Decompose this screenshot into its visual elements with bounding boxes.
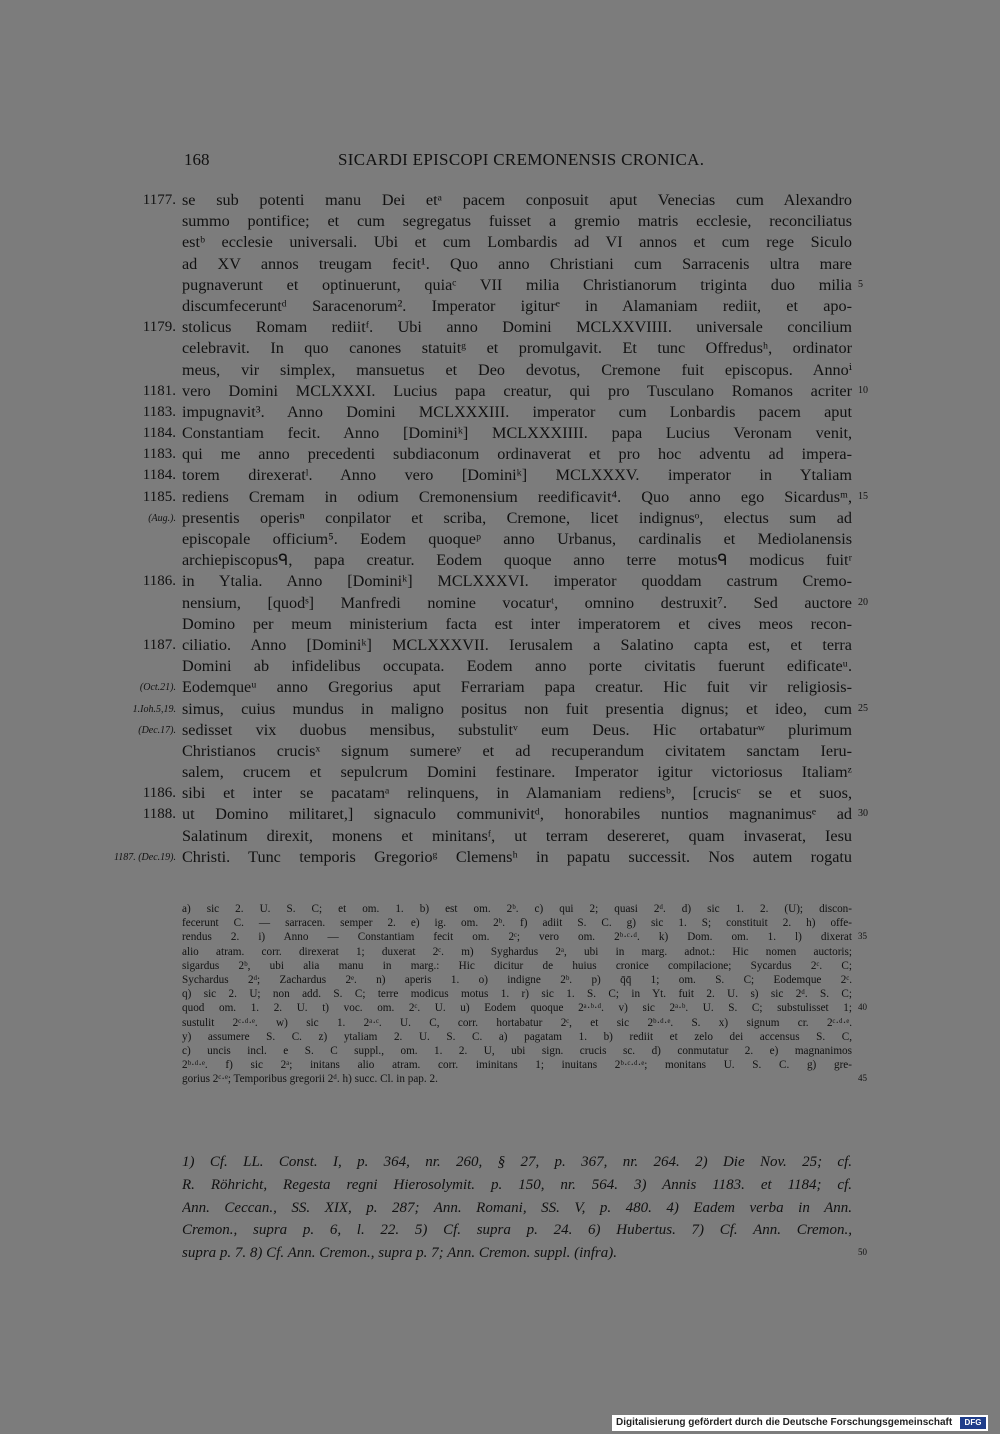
line-text: estᵇ ecclesie universali. Ubi et cum Lombardis ad VI annos et cum rege Siculo <box>182 233 852 252</box>
line-text: salem, crucem et sepulcrum Domini festinare. Imperator igitur victoriosus Italiamᶻ <box>182 763 852 782</box>
text-line <box>0 487 1000 508</box>
footnote-line <box>182 973 852 987</box>
line-number: 20 <box>858 596 868 608</box>
year-marginal-note: 1184. <box>142 425 176 442</box>
footnote-text: 2ᵇ·ᵈ·ᵉ. f) sic 2ᵃ; initans alio atram. corr. iminitans 1; inuitans 2ᵇ·ᶜ·ᵈ·ᵉ; monitans U. S. C. g) gre- <box>182 1059 852 1072</box>
year-marginal-note: 1177. <box>142 192 176 208</box>
footnote-text: gorius 2ᶜ·ᵉ; Temporibus gregorii 2ᵈ. h) succ. Cl. in pap. 2. <box>182 1073 438 1086</box>
footnote-line <box>182 1016 852 1030</box>
line-text: sibi et inter se pacatamᵃ relinquens, in Alamaniam rediensᵇ, [crucisᶜ se et suos, <box>182 784 852 803</box>
line-number: 50 <box>858 1247 867 1258</box>
line-text: stolicus Romam rediitᶠ. Ubi anno Domini MCLXXVIIII. universale concilium <box>182 318 852 337</box>
reference-text: supra p. 7. 8) Cf. Ann. Cremon., supra p. 7; Ann. Cremon. suppl. (infra). <box>182 1245 618 1262</box>
text-line <box>0 381 1000 402</box>
line-number: 35 <box>858 931 867 942</box>
text-line <box>0 635 1000 656</box>
line-text: vero Domini MCLXXXI. Lucius papa creatur, qui pro Tusculano Romanos acriter <box>182 381 852 400</box>
year-marginal-note: 1187. <box>142 636 176 653</box>
line-text: ut Domino militaret,] signaculo communivitᵈ, honorabiles nuntios magnanimusᵉ ad <box>182 805 852 824</box>
line-text: nensium, [quodˢ] Manfredi nomine vocaturᵗ, omnino destruxit⁷. Sed auctore <box>182 593 852 612</box>
source-notes <box>182 1151 867 1265</box>
footnote-text: q) sic 2. U; non add. S. C; terre modicus motus 1. r) sic 1. S. C; in Yt. fuit 2. U. s) sic 2ᵈ. S. C; <box>182 988 852 1001</box>
line-text: ciliatio. Anno [Dominiᵏ] MCLXXXVII. Ierusalem a Salatino capta est, et terra <box>182 635 852 654</box>
text-line <box>0 508 1000 529</box>
year-marginal-note: 1183. <box>142 446 176 463</box>
main-text <box>0 190 1000 868</box>
line-text: meus, vir simplex, mansuetus et Deo devotus, Cremone fuit episcopus. Annoⁱ <box>182 360 852 379</box>
line-text: simus, cuius mundus in maligno positus non fuit presentia dignus; et ideo, cum <box>182 699 852 718</box>
line-text: discumfeceruntᵈ Saracenorum². Imperator igiturᵉ in Alamaniam rediit, et apo- <box>182 296 852 315</box>
reference-text: R. Röhricht, Regesta regni Hierosolymit. p. 150, nr. 564. 3) Annis 1183. et 1184; cf. <box>182 1176 852 1193</box>
footnote-text: Sychardus 2ᵈ; Zachardus 2ᵉ. n) aperis 1. o) indigne 2ᵇ. p) q̄q̄ 1; om. S. C; Eodemque 2ᶜ. <box>182 973 852 986</box>
line-text: pugnaverunt et optinuerunt, quiaᶜ VII milia Christianorum triginta duo milia <box>182 275 852 294</box>
line-text: presentis operisⁿ conpilator et scriba, Cremone, licet indignusᵒ, electus sum ad <box>182 508 852 527</box>
line-text: sedisset vix duobus mensibus, substulitᵛ eum Deus. Hic ortabaturʷ plurimum <box>182 720 852 739</box>
reference-line <box>182 1242 867 1265</box>
funding-text: Digitalisierung gefördert durch die Deutsche Forschungsgemeinschaft <box>616 1417 953 1428</box>
footnote-text: rendus 2. i) Anno — Constantiam fecit om. 2ᶜ; vero om. 2ᵇ·ᶜ·ᵈ. k) Dom. om. 1. l) dixerat <box>182 931 852 944</box>
footnote-line <box>182 1058 852 1072</box>
line-number: 10 <box>858 384 868 396</box>
footnote-text: c) uncis incl. e S. C suppl., om. 1. 2. U, ubi sign. crucis sc. d) conmutatur 2. e) magnanimos <box>182 1044 852 1057</box>
text-line <box>0 614 1000 635</box>
text-line <box>0 465 1000 486</box>
running-title: SICARDI EPISCOPI CREMONENSIS CRONICA. <box>338 150 705 169</box>
running-header <box>0 150 1000 174</box>
dfg-logo: DFG <box>960 1417 986 1429</box>
text-line <box>0 656 1000 677</box>
footnote-line <box>182 959 852 973</box>
footnote-text: alio atram. corr. direxerat 1; duxerat 2ᶜ. m) Syghardus 2ᵃ, ubi in marg. adnot.: Hic nomen auctoris; <box>182 945 852 958</box>
text-line <box>0 847 1000 868</box>
text-line <box>0 741 1000 762</box>
text-line <box>0 550 1000 571</box>
line-number: 45 <box>858 1073 867 1084</box>
reference-line <box>182 1151 852 1174</box>
year-marginal-note: 1186. <box>142 573 176 590</box>
footnote-line <box>182 930 867 944</box>
footnote-line <box>182 1030 852 1044</box>
line-text: episcopale officium⁵. Eodem quoqueᵖ anno Urbanus, cardinalis et Mediolanensis <box>182 530 852 548</box>
critical-apparatus <box>182 902 867 1086</box>
footnote-line <box>182 916 852 930</box>
line-text: in Ytalia. Anno [Dominiᵏ] MCLXXXVI. imperator quoddam castrum Cremo- <box>182 572 852 591</box>
text-line <box>0 190 1000 211</box>
line-text: Salatinum direxit, monens et minitansᶠ, ut terram desereret, quam invaserat, Iesu <box>182 826 852 845</box>
line-text: Eodemqueᵘ anno Gregorius aput Ferrariam papa creatur. Hic fuit vir religiosis- <box>182 678 852 697</box>
text-line <box>0 211 1000 232</box>
year-marginal-note: 1187. (Dec.19). <box>113 851 176 863</box>
year-marginal-note: (Oct.21). <box>139 682 176 694</box>
reference-text: Ann. Ceccan., SS. XIX, p. 287; Ann. Romani, SS. V, p. 480. 4) Eadem verba in Ann. <box>182 1199 852 1216</box>
line-text: Christi. Tunc temporis Gregorioᵍ Clemensʰ in papatu successit. Nos autem rogatu <box>182 847 852 866</box>
text-line <box>0 317 1000 338</box>
reference-line <box>182 1174 852 1197</box>
text-line <box>0 783 1000 804</box>
footnote-line <box>182 945 852 959</box>
line-text: Christianos crucisˣ signum sumereʸ et ad recuperandum civitatem sanctam Ieru- <box>182 741 852 760</box>
text-line <box>0 804 1000 825</box>
text-line <box>0 720 1000 741</box>
line-text: ad XV annos treugam fecit¹. Quo anno Christiani cum Sarracenis ultra mare <box>182 254 852 273</box>
footnote-line <box>182 1072 867 1086</box>
funding-banner <box>612 1415 988 1431</box>
footnote-line <box>182 987 852 1001</box>
line-text: rediens Cremam in odium Cremonensium reedificavit⁴. Quo anno ego Sicardusᵐ, <box>182 487 852 506</box>
line-number: 5 <box>858 278 863 290</box>
line-number: 15 <box>858 490 868 502</box>
text-line <box>0 677 1000 698</box>
line-text: celebravit. In quo canones statuitᵍ et promulgavit. Et tunc Offredusʰ, ordinator <box>182 339 852 358</box>
text-line <box>0 296 1000 317</box>
line-text: torem direxeratˡ. Anno vero [Dominiᵏ] MCLXXXV. imperator in Ytaliam <box>182 466 852 485</box>
year-marginal-note: (Dec.17). <box>138 724 176 736</box>
reference-line <box>182 1219 852 1242</box>
year-marginal-note: 1188. <box>142 806 176 823</box>
line-number: 40 <box>858 1002 867 1013</box>
year-marginal-note: 1183. <box>142 403 176 420</box>
year-marginal-note: (Aug.). <box>148 512 176 524</box>
line-text: Domini ab infidelibus occupata. Eodem anno porte civitatis fuerunt edificateᵘ. <box>182 657 852 676</box>
footnote-text: a) sic 2. U. S. C; et om. 1. b) est om. 2ᵇ. c) qui 2; quasi 2ᵈ. d) sic 1. 2. (U); discon- <box>182 903 852 915</box>
text-line <box>0 444 1000 465</box>
text-line <box>0 338 1000 359</box>
footnote-line <box>182 902 852 916</box>
year-marginal-note: 1.Ioh.5,19. <box>132 703 176 715</box>
text-line <box>0 571 1000 592</box>
line-text: se sub potenti manu Dei etᵃ pacem conposuit aput Venecias cum Alexandro <box>182 191 852 209</box>
text-line <box>0 402 1000 423</box>
text-line <box>0 254 1000 275</box>
text-line <box>0 762 1000 783</box>
line-text: archiepiscopusᑫ, papa creatur. Eodem quoque anno terre motusᑫ modicus fuitʳ <box>182 551 852 570</box>
reference-line <box>182 1197 852 1220</box>
footnote-line <box>182 1044 852 1058</box>
line-number: 25 <box>858 702 868 714</box>
footnote-text: fecerunt C. — sarracen. semper 2. e) ig. om. 2ᵇ. f) adiit S. C. g) sic 1. S; constituit 2. h) offe- <box>182 917 852 930</box>
year-marginal-note: 1179. <box>142 319 176 336</box>
footnote-text: sigardus 2ᵇ, ubi alia manu in marg.: Hic dicitur de huius cronice compilacione; Sycardus 2ᶜ. C; <box>182 959 852 972</box>
year-marginal-note: 1181. <box>142 382 176 399</box>
reference-text: Cremon., supra p. 6, l. 22. 5) Cf. supra p. 24. 6) Hubertus. 7) Cf. Ann. Cremon., <box>182 1222 852 1239</box>
page-number: 168 <box>184 150 210 169</box>
text-line <box>0 826 1000 847</box>
line-text: qui me anno precedenti subdiaconum ordinaverat et pro hoc adventu ad impera- <box>182 445 852 464</box>
text-line <box>0 529 1000 550</box>
footnote-text: y) assumere S. C. z) ytaliam 2. U. S. C. a) pagatam 1. b) rediit et zelo dei accensus S. C, <box>182 1030 852 1043</box>
year-marginal-note: 1185. <box>142 488 176 505</box>
footnote-line <box>182 1001 867 1015</box>
year-marginal-note: 1184. <box>142 467 176 484</box>
text-line <box>0 699 1000 720</box>
line-text: summo pontifice; et cum segregatus fuisset a gremio matris ecclesie, reconciliatus <box>182 212 852 231</box>
text-line <box>0 593 1000 614</box>
line-text: Domino per meum ministerium facta est inter imperatorem et cives meos recon- <box>182 614 852 633</box>
line-number: 30 <box>858 808 868 820</box>
text-line <box>0 232 1000 253</box>
line-text: Constantiam fecit. Anno [Dominiᵏ] MCLXXXIIII. papa Lucius Veronam venit, <box>182 424 852 443</box>
text-line <box>0 360 1000 381</box>
year-marginal-note: 1186. <box>142 785 176 802</box>
text-line <box>0 423 1000 444</box>
text-line <box>0 275 1000 296</box>
footnote-text: quod om. 1. 2. U. t) voc. om. 2ᶜ. U. u) Eodem quoque 2ᵃ·ᵇ·ᵈ. v) sic 2ᵃ·ᵇ. U. S. C; substulisset 1; <box>182 1002 852 1015</box>
line-text: impugnavit³. Anno Domini MCLXXXIII. imperator cum Lonbardis pacem aput <box>182 402 852 421</box>
reference-text: 1) Cf. LL. Const. I, p. 364, nr. 260, § 27, p. 367, nr. 264. 2) Die Nov. 25; cf. <box>182 1154 852 1170</box>
footnote-text: sustulit 2ᶜ·ᵈ·ᵉ. w) sic 1. 2ᵃ·ᶜ. U. C, corr. hortabatur 2ᶜ, et sic 2ᵇ·ᵈ·ᵉ. S. x) signum cr. 2ᶜ·ᵈ·ᵉ. <box>182 1016 852 1029</box>
